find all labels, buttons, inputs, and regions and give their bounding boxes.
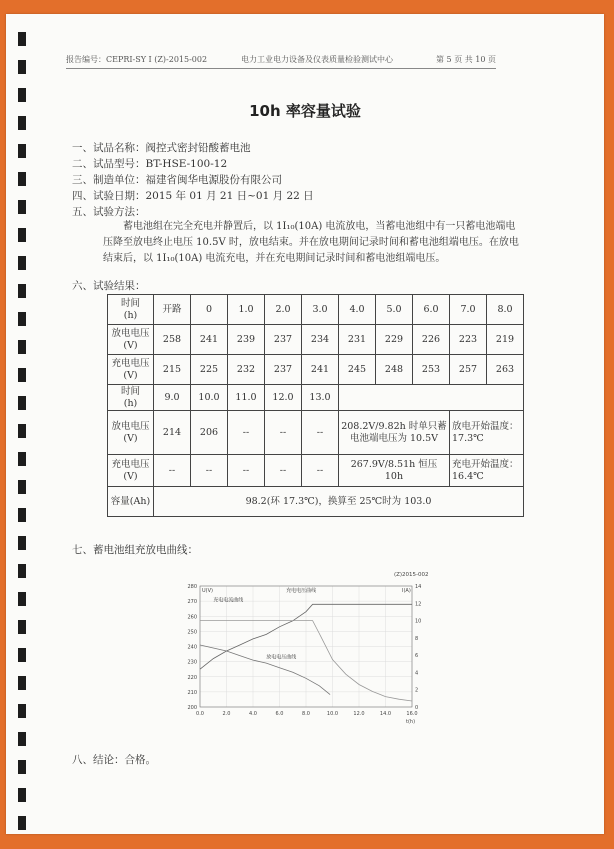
table-cell: 248: [376, 355, 413, 385]
y-right-axis-label: I(A): [402, 588, 411, 594]
x-tick-label: 2.0: [222, 711, 231, 717]
table-cell: 263: [487, 355, 524, 385]
table-row: [108, 295, 524, 325]
info-sample-model: 二、试品型号：BT-HSE-100-12: [72, 158, 228, 170]
table-cell: 231: [339, 325, 376, 355]
charge-discharge-chart: [166, 574, 446, 734]
table-row: [108, 455, 524, 487]
table-row: [108, 325, 524, 355]
table-cell: 10.0: [191, 385, 228, 411]
table-cell: 11.0: [228, 385, 265, 411]
method-paragraph: 蓄电池组在完全充电并静置后，以 1I₁₀(10A) 电流放电，当蓄电池组中有一只蓄电池端电压降至放电终止电压 10.5V 时，放电结束。并在放电期间记录时间和蓄电池组端电压。在放电结束后，以 1I₁₀(10A) 电流充电，并在充电期间记录时间和蓄电池组端电压。: [103, 221, 519, 264]
y-left-tick-label: 260: [187, 614, 197, 621]
table-cell: --: [265, 411, 302, 455]
y-right-tick-label: 12: [415, 601, 422, 608]
x-axis-label: t(h): [406, 719, 416, 725]
x-tick-label: 10.0: [326, 711, 339, 717]
table-cell: --: [228, 455, 265, 487]
table-cell: --: [191, 455, 228, 487]
y-right-tick-label: 2: [415, 687, 419, 694]
series-line-2: [200, 645, 330, 695]
table-cell: 214: [154, 411, 191, 455]
table-cell: 9.0: [154, 385, 191, 411]
table-cell: 206: [191, 411, 228, 455]
capacity-label: 容量(Ah): [108, 487, 154, 517]
y-left-tick-label: 230: [187, 659, 197, 666]
table-cell: 4.0: [339, 295, 376, 325]
conclusion: 八、结论：合格。: [72, 754, 156, 766]
x-tick-label: 14.0: [379, 711, 392, 717]
table-cell: 5.0: [376, 295, 413, 325]
table-cell-empty: [339, 385, 524, 411]
table-cell: --: [154, 455, 191, 487]
x-tick-label: 6.0: [275, 711, 284, 717]
y-right-tick-label: 10: [415, 618, 422, 625]
table-cell: 234: [302, 325, 339, 355]
table-cell: 237: [265, 355, 302, 385]
table-cell: 8.0: [487, 295, 524, 325]
y-right-tick-label: 8: [415, 635, 419, 642]
page-header: [66, 54, 496, 69]
y-right-tick-label: 4: [415, 670, 419, 677]
curve-heading: 七、蓄电池组充放电曲线：: [72, 544, 198, 556]
results-heading: 六、试验结果：: [72, 280, 146, 292]
table-cell: 6.0: [413, 295, 450, 325]
table-cell: 232: [228, 355, 265, 385]
binder-holes: [18, 32, 26, 832]
time-header: 时间 (h): [108, 295, 154, 325]
table-cell: 257: [450, 355, 487, 385]
info-method-heading: 五、试验方法：: [72, 206, 146, 218]
table-cell: 13.0: [302, 385, 339, 411]
table-row: [108, 487, 524, 517]
table-cell: 开路: [154, 295, 191, 325]
table-cell: 225: [191, 355, 228, 385]
table-cell: --: [302, 455, 339, 487]
chart-code: (Z)2015-002: [394, 572, 429, 578]
series-label-3: 充电电流曲线: [213, 597, 244, 604]
charge-voltage-label-2: 充电电压(V): [108, 455, 154, 487]
report-number: 报告编号：CEPRI-SY I (Z)-2015-002: [66, 55, 208, 64]
y-right-tick-label: 14: [415, 584, 422, 590]
table-row: [108, 385, 524, 411]
y-right-tick-label: 0: [415, 705, 419, 711]
table-cell: 2.0: [265, 295, 302, 325]
discharge-voltage-label-2: 放电电压(V): [108, 411, 154, 455]
page-number: 第 5 页 共 10 页: [436, 55, 496, 64]
table-cell: 0: [191, 295, 228, 325]
table-cell: --: [302, 411, 339, 455]
y-left-tick-label: 270: [187, 599, 197, 606]
info-test-date: 四、试验日期：2015 年 01 月 21 日~01 月 22 日: [72, 190, 314, 202]
page-title: 10h 率容量试验: [249, 102, 361, 120]
test-center-name: 电力工业电力设备及仪表质量检验测试中心: [241, 55, 393, 64]
table-cell: 241: [191, 325, 228, 355]
table-cell: 1.0: [228, 295, 265, 325]
table-cell: 223: [450, 325, 487, 355]
time-header-2: 时间 (h): [108, 385, 154, 411]
discharge-end-note: 208.2V/9.82h 时单只蓄电池端电压为 10.5V: [339, 411, 450, 455]
table-cell: 229: [376, 325, 413, 355]
table-cell: 239: [228, 325, 265, 355]
y-right-tick-label: 6: [415, 653, 419, 660]
x-tick-label: 4.0: [249, 711, 257, 717]
discharge-voltage-label: 放电电压(V): [108, 325, 154, 355]
table-cell: 253: [413, 355, 450, 385]
table-row: [108, 411, 524, 455]
table-cell: 241: [302, 355, 339, 385]
chart-svg: [166, 574, 446, 734]
table-cell: 258: [154, 325, 191, 355]
capacity-value: 98.2(环 17.3℃)，换算至 25℃时为 103.0: [154, 487, 524, 517]
y-left-tick-label: 220: [187, 674, 197, 681]
document-page: [6, 14, 604, 834]
table-row: [108, 355, 524, 385]
table-cell: 219: [487, 325, 524, 355]
table-cell: 3.0: [302, 295, 339, 325]
results-table: [107, 294, 524, 517]
y-left-tick-label: 210: [187, 689, 197, 696]
y-left-axis-label: U(V): [202, 588, 213, 594]
x-tick-label: 16.0: [406, 711, 418, 717]
y-left-tick-label: 280: [187, 584, 197, 590]
table-cell: 12.0: [265, 385, 302, 411]
table-cell: 215: [154, 355, 191, 385]
y-left-tick-label: 240: [187, 644, 197, 651]
charge-start-temp: 充电开始温度：16.4℃: [450, 455, 524, 487]
table-cell: 226: [413, 325, 450, 355]
x-tick-label: 8.0: [302, 711, 310, 717]
series-label-2: 放电电压曲线: [266, 654, 297, 661]
x-tick-label: 12.0: [353, 711, 365, 717]
y-left-tick-label: 250: [187, 629, 197, 636]
y-left-tick-label: 200: [187, 705, 197, 711]
x-tick-label: 0.0: [196, 711, 204, 717]
table-cell: --: [265, 455, 302, 487]
table-cell: 245: [339, 355, 376, 385]
table-cell: --: [228, 411, 265, 455]
info-sample-name: 一、试品名称：阀控式密封铅酸蓄电池: [72, 142, 251, 154]
charge-voltage-label: 充电电压(V): [108, 355, 154, 385]
discharge-start-temp: 放电开始温度：17.3℃: [450, 411, 524, 455]
series-label-1: 充电电压曲线: [286, 588, 317, 595]
info-manufacturer: 三、制造单位：福建省闽华电源股份有限公司: [72, 174, 282, 186]
charge-end-note: 267.9V/8.51h 恒压 10h: [339, 455, 450, 487]
table-cell: 237: [265, 325, 302, 355]
table-cell: 7.0: [450, 295, 487, 325]
